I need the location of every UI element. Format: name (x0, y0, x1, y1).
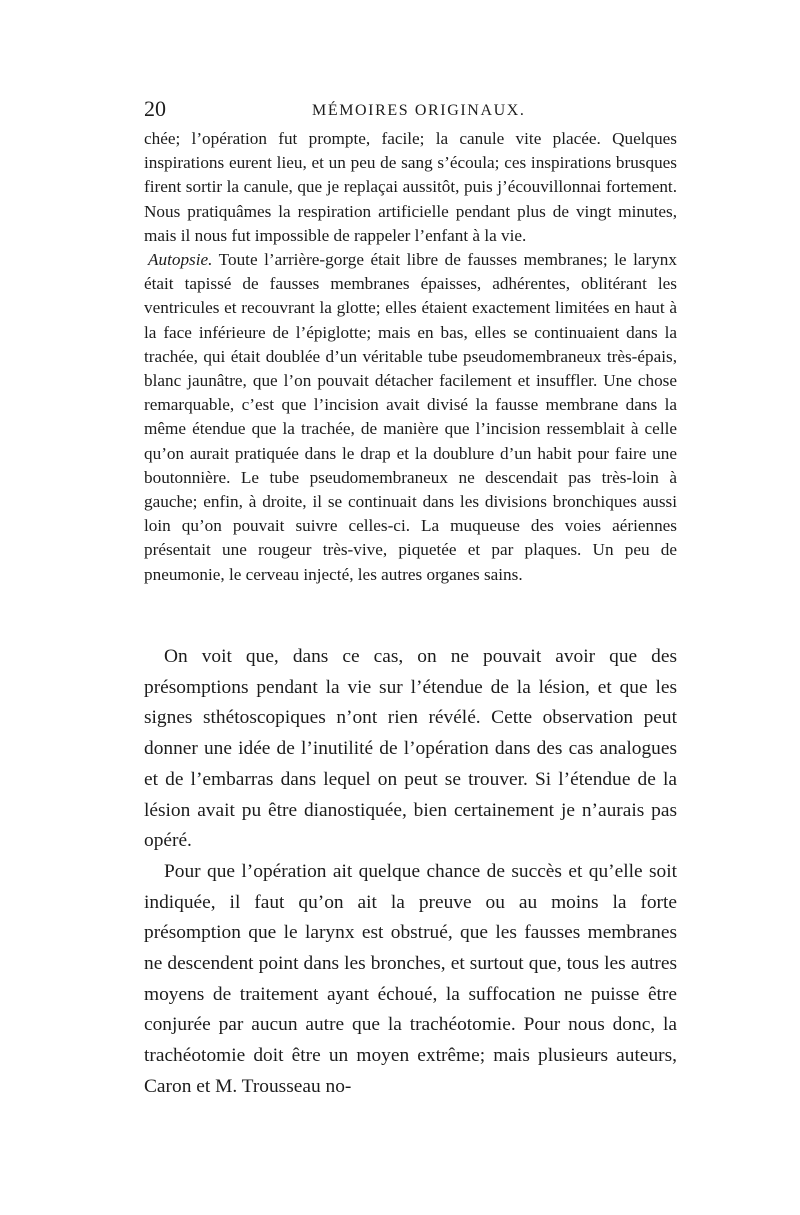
autopsy-paragraph (144, 248, 677, 587)
running-title: MÉMOIRES ORIGINAUX. (312, 102, 526, 119)
running-head (144, 95, 674, 125)
autopsy-text: Toute l’arrière-gorge était libre de fausses membranes; le larynx était tapissé de fausses membranes épaisses, adhérentes, oblitérant les ventricules et recouvrant la glotte; elles étaient exactement limitées en haut à la face inférieure de l’épiglotte; mais en bas, elles se continuaient dans la trachée, qui était doublée d’un véritable tube pseudomembraneux très-épais, blanc jaunâtre, que l’on pouvait détacher facilement et insuffler. Une chose remarquable, c’est que l’incision avait divisé la fausse membrane dans la même étendue que la trachée, de manière que l’incision ressemblait à celle qu’on aurait pratiquée dans le drap et la doublure d’un habit pour faire une boutonnière. Le tube pseudomembraneux ne descendait pas très-loin à gauche; enfin, à droite, il se continuait dans les divisions bronchiques aussi loin qu’on pouvait suivre celles-ci. La muqueuse des voies aériennes présentait une rougeur très-vive, piquetée et par plaques. Un peu de pneumonie, le cerveau injecté, les autres organes sains. (144, 250, 677, 584)
case-report-paragraph: chée; l’opération fut prompte, facile; la canule vite placée. Quelques inspirations eurent lieu, et un peu de sang s’écoula; ces inspirations brusques firent sortir la canule, que je replaçai aussitôt, puis j’écouvillonnai fortement. Nous pratiquâmes la respiration artificielle pendant plus de vingt minutes, mais il nous fut impossible de rappeler l’enfant à la vie. (144, 129, 677, 245)
discussion-text (144, 642, 677, 1103)
indication-paragraph: Pour que l’opération ait quelque chance de succès et qu’elle soit indiquée, il faut qu’on ait la preuve ou au moins la forte présomption que le larynx est obstrué, que les fausses membranes ne descendent point dans les bronches, et surtout que, tous les autres moyens de traitement ayant échoué, la suffocation ne puisse être conjurée par aucun autre que la trachéotomie. Pour nous donc, la trachéotomie doit être un moyen extrême; mais plusieurs auteurs, Caron et M. Trousseau no- (144, 860, 677, 1097)
page-number: 20 (144, 96, 166, 121)
discussion-paragraph: On voit que, dans ce cas, on ne pouvait avoir que des présomptions pendant la vie sur l’étendue de la lésion, et que les signes sthétoscopiques n’ont rien révélé. Cette observation peut donner une idée de l’inutilité de l’opération dans des cas analogues et de l’embarras dans lequel on peut se trouver. Si l’étendue de la lésion avait pu être dianostiquée, bien certainement je n’aurais pas opéré. (144, 646, 677, 852)
case-report-text (144, 127, 677, 587)
autopsy-label: Autopsie. (148, 250, 213, 270)
